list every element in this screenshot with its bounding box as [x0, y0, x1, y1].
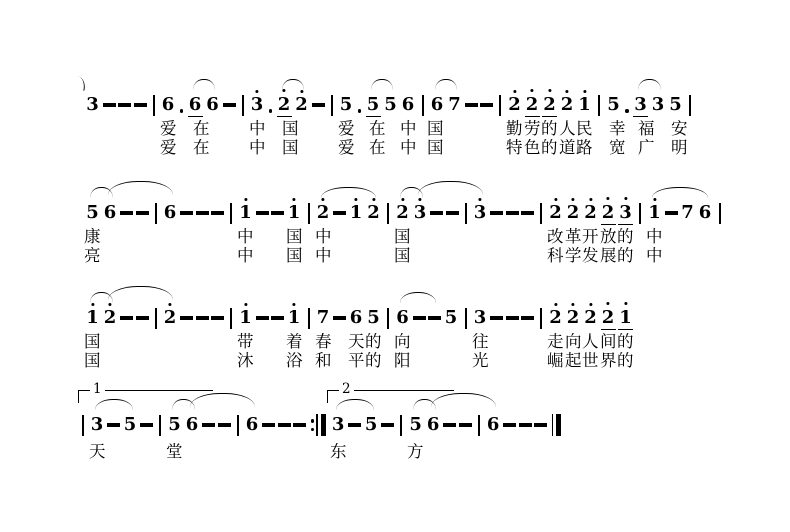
duration-dash: [140, 423, 153, 426]
lyric-syllable: 中: [400, 119, 417, 138]
lyric-syllable: 的: [617, 351, 634, 370]
duration-dash: [490, 211, 503, 214]
duration-dash: [521, 316, 534, 319]
lyric-syllable: 的: [617, 227, 634, 246]
lyric-syllable: 人: [559, 119, 576, 138]
note: 6: [185, 414, 199, 435]
duration-dash: [413, 316, 426, 319]
lyric-syllable: 福: [638, 119, 655, 138]
note: 3: [651, 94, 665, 115]
lyric-syllable: 国: [286, 227, 303, 246]
duration-dash: [223, 103, 236, 106]
lyric-syllable: 展: [600, 246, 617, 265]
note: 6: [161, 94, 175, 115]
note: 2: [549, 202, 562, 223]
lyric-syllable: 天: [348, 332, 365, 351]
duration-dash: [136, 211, 149, 214]
duration-dash: [459, 423, 472, 426]
lyric-syllable: 学: [565, 246, 582, 265]
lyric-syllable: 路: [576, 138, 593, 157]
barline: [400, 415, 402, 436]
note: 6: [698, 202, 712, 223]
note: 5: [367, 307, 380, 328]
thick-barline: [321, 414, 327, 436]
barline: [82, 415, 84, 436]
duration-dash: [490, 316, 503, 319]
lyric-syllable: 爱: [160, 138, 177, 157]
lyric-syllable: 方: [407, 442, 424, 461]
lyric-syllable: 着: [286, 332, 303, 351]
note: 1: [287, 202, 301, 223]
duration-dash: [202, 423, 215, 426]
augmentation-dot: [267, 94, 274, 116]
lyric-syllable: 崛: [547, 351, 564, 370]
note: 2: [601, 201, 615, 223]
note: 3: [413, 202, 427, 223]
barline: [387, 308, 389, 329]
lyric-syllable: 国: [286, 246, 303, 265]
note: 3: [331, 414, 345, 435]
barline: [719, 203, 721, 224]
duration-dash: [262, 423, 275, 426]
note: 5: [366, 93, 380, 115]
lyric-syllable: 放: [600, 227, 617, 246]
duration-dash: [136, 316, 149, 319]
lyric-syllable: 的: [617, 332, 634, 351]
note: 7: [681, 202, 694, 223]
slur: [282, 79, 304, 90]
note: 1: [578, 94, 591, 115]
thick-barline: [556, 414, 562, 436]
lyrics-row-2: [85, 351, 633, 371]
lyrics-row-1: [85, 332, 633, 352]
lyric-syllable: 革: [565, 227, 582, 246]
duration-dash: [443, 423, 456, 426]
lyric-syllable: 中: [646, 227, 663, 246]
score-line-1: [85, 92, 695, 157]
lyric-syllable: 中: [315, 246, 332, 265]
barline: [159, 415, 161, 436]
duration-dash: [134, 103, 147, 106]
lyric-syllable: 国: [394, 227, 411, 246]
score-line-2: [84, 200, 724, 265]
slur: [108, 181, 173, 195]
duration-dash: [333, 211, 346, 214]
duration-dash: [521, 211, 534, 214]
duration-dash: [506, 316, 519, 319]
lyric-syllable: 国: [282, 138, 299, 157]
thin-barline: [552, 414, 554, 436]
slur: [400, 292, 436, 303]
ending-bracket-1: [78, 381, 213, 403]
barline: [465, 203, 467, 224]
duration-dash: [480, 103, 493, 106]
duration-dash: [118, 103, 131, 106]
incoming-slur: [75, 76, 88, 91]
lyric-syllable: 在: [369, 119, 386, 138]
slur: [652, 187, 708, 198]
note: 5: [669, 94, 682, 115]
lyrics-row-2: [85, 138, 695, 158]
lyric-syllable: 界: [600, 351, 617, 370]
lyric-syllable: 的: [617, 246, 634, 265]
duration-dash: [256, 211, 269, 214]
note: 2: [277, 93, 291, 115]
lyric-syllable: 勤: [506, 119, 523, 138]
lyric-syllable: 的: [365, 351, 382, 370]
lyrics-row-2: [85, 246, 724, 266]
lyric-syllable: 和: [315, 351, 332, 370]
lyric-syllable: 在: [193, 119, 210, 138]
lyric-syllable: 亮: [84, 246, 101, 265]
lyric-syllable: 光: [472, 351, 489, 370]
lyric-syllable: 发: [582, 246, 599, 265]
barline: [237, 415, 239, 436]
lyric-syllable: 改: [547, 227, 564, 246]
lyrics-row-1: [78, 442, 563, 462]
duration-dash: [665, 211, 678, 214]
notation-row: [85, 200, 724, 226]
barline: [478, 415, 480, 436]
lyric-syllable: 往: [472, 332, 489, 351]
lyric-syllable: 东: [330, 442, 347, 461]
lyric-syllable: 民: [576, 119, 593, 138]
barline: [689, 95, 691, 116]
note: 5: [444, 307, 458, 328]
ending-number: 1: [90, 382, 105, 397]
note: 3: [473, 307, 487, 328]
lyric-syllable: 爱: [160, 119, 177, 138]
note: 6: [206, 94, 219, 115]
note: 2: [584, 202, 597, 223]
duration-dash: [519, 423, 532, 426]
duration-dash: [381, 423, 394, 426]
ending-number: 2: [339, 382, 354, 397]
lyric-syllable: 平: [348, 351, 365, 370]
note: 6: [103, 202, 117, 223]
lyric-syllable: 在: [369, 138, 386, 157]
barline: [242, 95, 244, 116]
lyric-syllable: 春: [315, 332, 332, 351]
score-line-4: [78, 381, 563, 461]
barline: [387, 203, 389, 224]
note: 6: [349, 307, 363, 328]
notation-row: [85, 305, 633, 331]
note: 2: [316, 202, 330, 223]
note: 1: [619, 306, 632, 328]
note: 1: [349, 202, 363, 223]
note: 3: [619, 201, 632, 223]
note: 2: [163, 307, 177, 328]
note: 1: [287, 307, 301, 328]
barline: [331, 95, 333, 116]
barline: [308, 308, 310, 329]
lyric-syllable: 向: [394, 332, 411, 351]
note: 2: [525, 93, 539, 115]
lyric-syllable: 安: [671, 119, 688, 138]
lyric-syllable: 在: [193, 138, 210, 157]
note: 5: [123, 414, 137, 435]
barline: [230, 308, 232, 329]
note: 5: [168, 414, 181, 435]
lyric-syllable: 浴: [286, 351, 303, 370]
duration-dash: [256, 316, 269, 319]
slur: [371, 79, 393, 90]
lyrics-row-1: [85, 227, 724, 247]
note: 2: [543, 93, 556, 115]
lyric-syllable: 间: [600, 332, 617, 351]
note: 2: [566, 202, 580, 223]
note: 6: [401, 94, 415, 115]
barline: [153, 95, 155, 116]
lyric-syllable: 国: [282, 119, 299, 138]
lyric-syllable: 爱: [338, 138, 355, 157]
slur: [638, 79, 661, 90]
note: 2: [549, 307, 562, 328]
barline: [540, 308, 542, 329]
note: 6: [430, 94, 444, 115]
barline: [230, 203, 232, 224]
note: 7: [316, 307, 330, 328]
duration-dash: [465, 103, 478, 106]
duration-dash: [196, 316, 209, 319]
barline: [422, 95, 424, 116]
slur: [108, 286, 173, 300]
barline: [598, 95, 600, 116]
duration-dash: [278, 423, 291, 426]
duration-dash: [506, 211, 519, 214]
slur: [321, 187, 376, 198]
lyric-syllable: 阳: [394, 351, 411, 370]
lyric-syllable: 国: [84, 332, 101, 351]
note: 1: [239, 202, 252, 223]
ending-bracket-2: [327, 381, 454, 403]
duration-dash: [120, 211, 133, 214]
barline: [308, 203, 310, 224]
duration-dash: [180, 316, 193, 319]
note: 5: [364, 414, 378, 435]
note: 2: [396, 202, 409, 223]
lyric-syllable: 中: [400, 138, 417, 157]
duration-dash: [430, 211, 443, 214]
note: 6: [188, 93, 202, 115]
lyric-syllable: 色: [524, 138, 541, 157]
lyric-syllable: 道: [559, 138, 576, 157]
lyric-syllable: 向: [565, 332, 582, 351]
note: 5: [86, 202, 99, 223]
note: 5: [607, 94, 620, 115]
repeat-end-barline: [311, 414, 327, 436]
lyric-syllable: 中: [237, 227, 254, 246]
barline: [155, 308, 157, 329]
notation-row: [85, 92, 695, 118]
duration-dash: [293, 423, 306, 426]
final-barline: [552, 414, 562, 436]
note: 2: [584, 307, 597, 328]
note: 1: [648, 202, 661, 223]
note: 2: [367, 202, 380, 223]
lyrics-row-1: [85, 119, 695, 139]
lyric-syllable: 康: [84, 227, 101, 246]
barline: [639, 203, 641, 224]
duration-dash: [348, 423, 361, 426]
note: 3: [90, 414, 104, 435]
lyric-syllable: 的: [365, 332, 382, 351]
duration-dash: [196, 211, 209, 214]
lyric-syllable: 沐: [237, 351, 254, 370]
lyric-syllable: 开: [582, 227, 599, 246]
augmentation-dot: [178, 94, 185, 116]
note: 6: [245, 414, 259, 435]
barline: [540, 203, 542, 224]
lyric-syllable: 国: [427, 138, 444, 157]
note: 6: [486, 414, 500, 435]
note: 3: [250, 94, 264, 115]
repeat-dots: [311, 419, 314, 431]
note: 6: [426, 414, 440, 435]
note: 2: [295, 94, 308, 115]
lyric-syllable: 特: [506, 138, 523, 157]
note: 2: [103, 307, 117, 328]
lyric-syllable: 世: [582, 351, 599, 370]
duration-dash: [218, 423, 231, 426]
lyric-syllable: 国: [427, 119, 444, 138]
note: 3: [86, 94, 99, 115]
lyric-syllable: 明: [671, 138, 688, 157]
lyric-syllable: 的: [541, 138, 558, 157]
lyric-syllable: 爱: [338, 119, 355, 138]
lyric-syllable: 幸: [609, 119, 626, 138]
note: 3: [473, 202, 487, 223]
lyric-syllable: 劳: [524, 119, 541, 138]
barline: [499, 95, 501, 116]
duration-dash: [312, 103, 325, 106]
note: 3: [634, 93, 647, 115]
duration-dash: [446, 211, 459, 214]
note: 5: [339, 94, 353, 115]
lyric-syllable: 带: [237, 332, 254, 351]
slur: [418, 181, 483, 195]
note: 1: [239, 307, 252, 328]
barline: [155, 203, 157, 224]
lyric-syllable: 中: [315, 227, 332, 246]
note: 7: [448, 94, 461, 115]
lyric-syllable: 科: [547, 246, 564, 265]
slur: [193, 79, 215, 90]
note: 5: [384, 94, 397, 115]
duration-dash: [534, 423, 547, 426]
lyric-syllable: 天: [89, 442, 106, 461]
note: 2: [601, 306, 615, 328]
lyric-syllable: 国: [394, 246, 411, 265]
duration-dash: [103, 103, 116, 106]
lyric-syllable: 广: [638, 138, 655, 157]
lyric-syllable: 走: [547, 332, 564, 351]
lyric-syllable: 中: [646, 246, 663, 265]
duration-dash: [503, 423, 516, 426]
augmentation-dot: [356, 94, 363, 116]
barline: [465, 308, 467, 329]
duration-dash: [180, 211, 193, 214]
lyric-syllable: 中: [237, 246, 254, 265]
duration-dash: [333, 316, 346, 319]
lyric-syllable: 起: [565, 351, 582, 370]
duration-dash: [271, 211, 284, 214]
notation-row: [78, 381, 563, 438]
note: 1: [86, 307, 99, 328]
augmentation-dot: [624, 94, 631, 116]
note: 6: [163, 202, 177, 223]
lyric-syllable: 的: [541, 119, 558, 138]
note: 6: [396, 307, 409, 328]
lyric-syllable: 堂: [166, 442, 183, 461]
note: 2: [560, 94, 574, 115]
lyric-syllable: 国: [84, 351, 101, 370]
duration-dash: [211, 316, 224, 319]
note: 2: [508, 94, 521, 115]
slur: [435, 79, 457, 90]
lyric-syllable: 宽: [609, 138, 626, 157]
score-line-3: [84, 305, 634, 370]
note: 5: [409, 414, 422, 435]
note: 2: [566, 307, 580, 328]
thin-barline: [316, 414, 318, 436]
duration-dash: [211, 211, 224, 214]
lyric-syllable: 中: [249, 119, 266, 138]
duration-dash: [120, 316, 133, 319]
duration-dash: [271, 316, 284, 319]
lyric-syllable: 中: [249, 138, 266, 157]
lyric-syllable: 人: [582, 332, 599, 351]
duration-dash: [107, 423, 120, 426]
duration-dash: [428, 316, 441, 319]
